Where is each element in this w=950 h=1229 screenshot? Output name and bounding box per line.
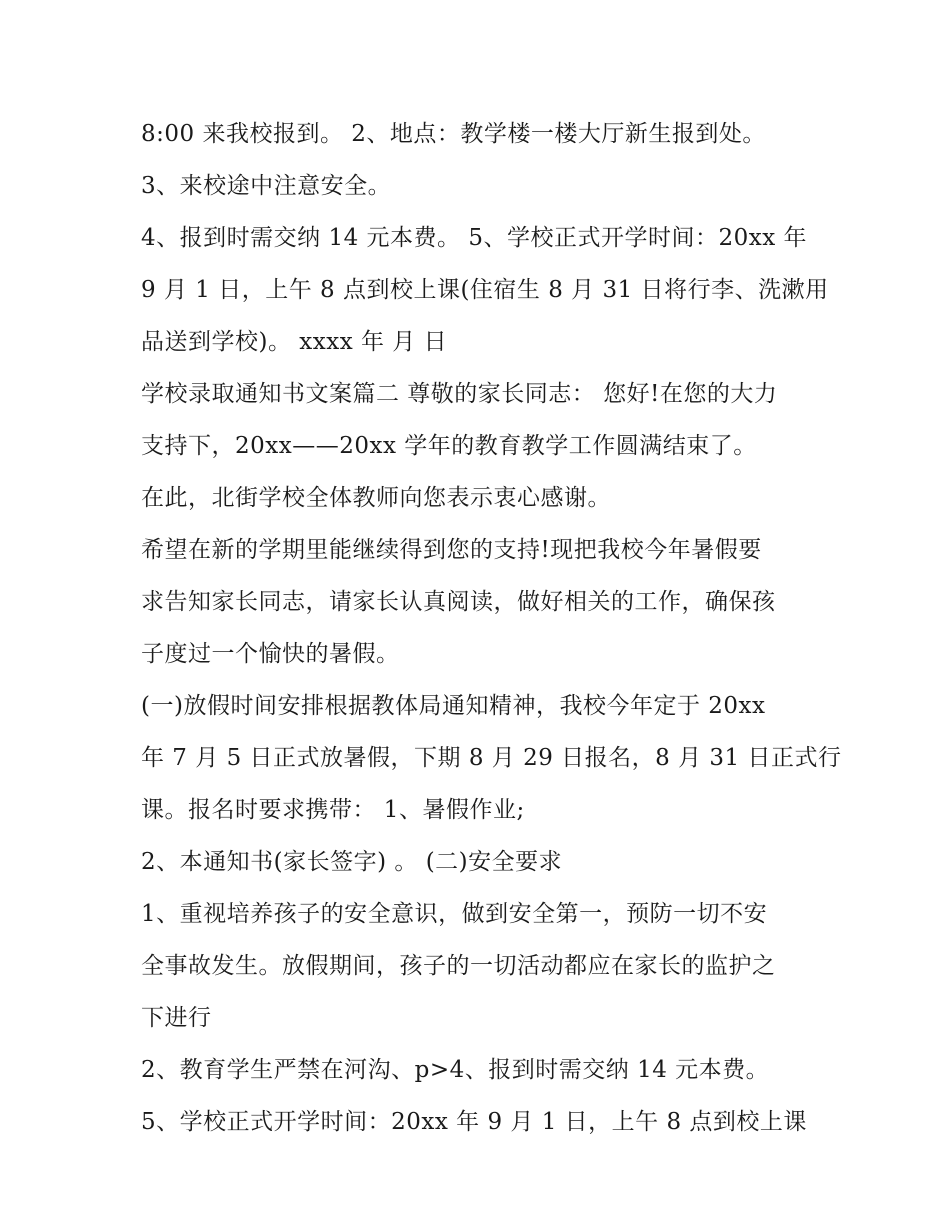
text-line: 在此，北街学校全体教师向您表示衷心感谢。: [141, 485, 611, 511]
text-line: 年 7 月 5 日正式放暑假，下期 8 月 29 日报名，8 月 31 日正式行: [141, 745, 842, 771]
text-line: 全事故发生。放假期间，孩子的一切活动都应在家长的监护之: [141, 953, 776, 979]
text-line: 支持下，20xx——20xx 学年的教育教学工作圆满结束了。: [141, 433, 757, 459]
text-line: 2、本通知书(家长签字) 。 (二)安全要求: [141, 849, 563, 875]
text-line: 学校录取通知书文案篇二 尊敬的家长同志： 您好!在您的大力: [141, 381, 778, 407]
text-line: 课。报名时要求携带： 1、暑假作业;: [141, 797, 525, 823]
document-body: [141, 108, 842, 1148]
text-line: 4、报到时需交纳 14 元本费。 5、学校正式开学时间：20xx 年: [141, 225, 807, 251]
text-line: 品送到学校)。 xxxx 年 月 日: [141, 329, 448, 355]
text-line: 3、来校途中注意安全。: [141, 173, 392, 199]
text-line: 求告知家长同志，请家长认真阅读，做好相关的工作，确保孩: [141, 589, 776, 615]
text-line: 1、重视培养孩子的安全意识，做到安全第一，预防一切不安: [141, 901, 768, 927]
text-line: 子度过一个愉快的暑假。: [141, 641, 400, 667]
text-line: 9 月 1 日，上午 8 点到校上课(住宿生 8 月 31 日将行李、洗漱用: [141, 277, 829, 303]
text-line: 希望在新的学期里能继续得到您的支持!现把我校今年暑假要: [141, 537, 762, 563]
text-line: (一)放假时间安排根据教体局通知精神，我校今年定于 20xx: [141, 693, 766, 719]
text-line: 2、教育学生严禁在河沟、p>4、报到时需交纳 14 元本费。: [141, 1057, 770, 1083]
text-line: 8:00 来我校报到。 2、地点：教学楼一楼大厅新生报到处。: [141, 121, 766, 147]
text-line: 下进行: [141, 1005, 212, 1031]
text-line: 5、学校正式开学时间：20xx 年 9 月 1 日，上午 8 点到校上课: [141, 1109, 807, 1135]
